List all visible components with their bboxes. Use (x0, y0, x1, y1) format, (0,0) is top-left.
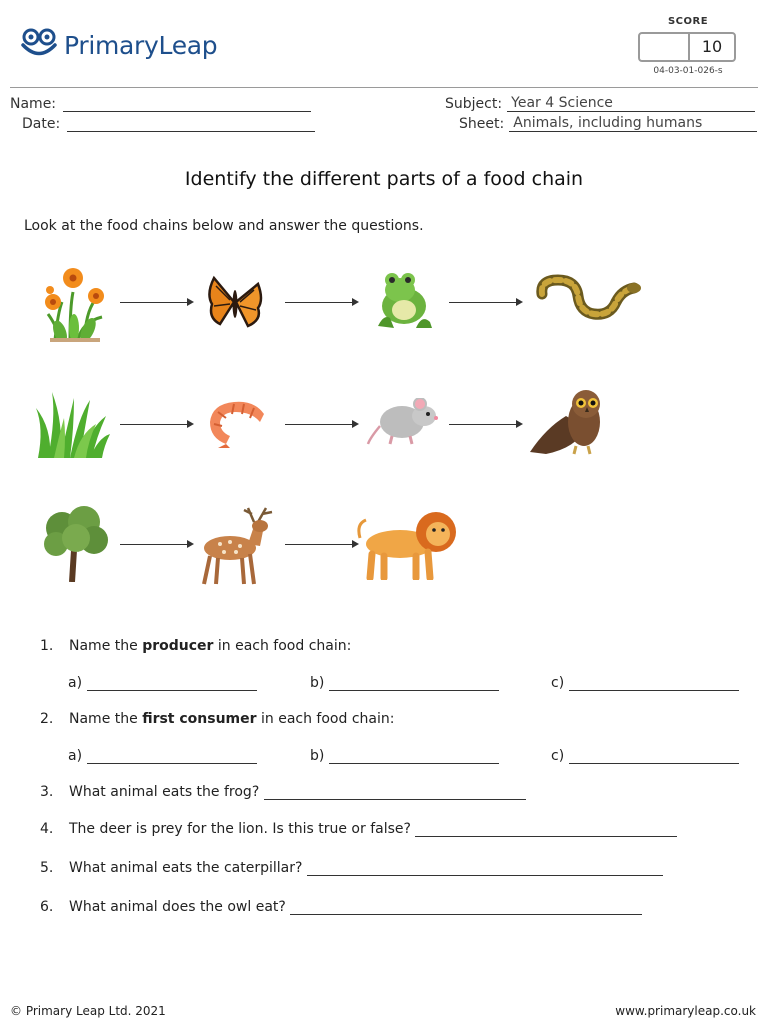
butterfly-icon (206, 274, 264, 330)
question-number: 2. (40, 711, 54, 727)
question-number: 3. (40, 784, 54, 800)
frog-logo-icon (20, 28, 58, 62)
answer-blank[interactable] (569, 749, 739, 764)
footer-copyright: © Primary Leap Ltd. 2021 (10, 1004, 166, 1018)
lion-icon (356, 508, 460, 580)
header-divider (10, 87, 758, 88)
name-field (10, 93, 311, 112)
mouse-icon (366, 398, 442, 448)
question-text: What animal eats the frog? (69, 784, 260, 800)
question-text: Name the first consumer in each food chain: (69, 711, 395, 727)
answer-1b: b) (310, 675, 499, 691)
sheet-value: Animals, including humans (509, 115, 757, 132)
score-entry-cell[interactable] (640, 34, 690, 60)
arrow (120, 544, 192, 545)
answer-blank[interactable] (329, 749, 499, 764)
answer-blank[interactable] (307, 861, 663, 876)
brand-logo (20, 28, 217, 62)
footer-website-link[interactable]: www.primaryleap.co.uk (615, 1004, 756, 1018)
answer-blank[interactable] (87, 749, 257, 764)
date-field (22, 113, 315, 132)
tree-icon (40, 506, 112, 582)
snake-icon (536, 274, 642, 326)
keyword-first-consumer: first consumer (142, 711, 257, 727)
score-label: SCORE (667, 16, 709, 27)
subject-label: Subject: (445, 96, 503, 112)
deer-icon (196, 504, 280, 586)
answer-blank[interactable] (569, 676, 739, 691)
answer-blank[interactable] (290, 900, 642, 915)
subject-field (445, 93, 755, 112)
question-number: 1. (40, 638, 54, 654)
answer-blank[interactable] (264, 785, 526, 800)
question-number: 4. (40, 821, 54, 837)
answer-1c: c) (551, 675, 739, 691)
answer-2b: b) (310, 748, 499, 764)
date-label: Date: (22, 116, 61, 132)
arrow (120, 302, 192, 303)
food-chain-2 (0, 380, 768, 470)
answer-blank[interactable] (415, 822, 677, 837)
answer-2c: c) (551, 748, 739, 764)
subject-value: Year 4 Science (507, 95, 755, 112)
food-chain-1 (0, 258, 768, 348)
grass-icon (34, 388, 110, 460)
sheet-field (459, 113, 757, 132)
worksheet-title: Identify the different parts of a food chain (184, 168, 584, 190)
arrow (285, 424, 357, 425)
shrimp-icon (204, 398, 270, 448)
question-number: 6. (40, 899, 54, 915)
answer-1a: a) (68, 675, 257, 691)
arrow (285, 544, 357, 545)
food-chain-3 (0, 500, 768, 590)
score-total: 10 (701, 37, 723, 56)
arrow (120, 424, 192, 425)
flowers-icon (40, 262, 110, 342)
answer-blank[interactable] (87, 676, 257, 691)
frog-icon (370, 270, 436, 332)
question-number: 5. (40, 860, 54, 876)
keyword-producer: producer (142, 638, 214, 654)
answer-2a: a) (68, 748, 257, 764)
question-text: The deer is prey for the lion. Is this true or false? (69, 821, 411, 837)
answer-blank[interactable] (329, 676, 499, 691)
question-text: Name the producer in each food chain: (69, 638, 352, 654)
instructions: Look at the food chains below and answer the questions. (24, 218, 424, 234)
name-label: Name: (10, 96, 57, 112)
sheet-label: Sheet: (459, 116, 505, 132)
name-blank[interactable] (63, 97, 311, 112)
arrow (285, 302, 357, 303)
owl-icon (526, 388, 608, 458)
arrow (449, 302, 521, 303)
brand-name: PrimaryLeap (64, 30, 218, 60)
sheet-code: 04-03-01-026-s (653, 66, 723, 76)
question-text: What animal does the owl eat? (69, 899, 286, 915)
arrow (449, 424, 521, 425)
question-text: What animal eats the caterpillar? (69, 860, 303, 876)
date-blank[interactable] (67, 117, 315, 132)
score-box (638, 32, 736, 62)
